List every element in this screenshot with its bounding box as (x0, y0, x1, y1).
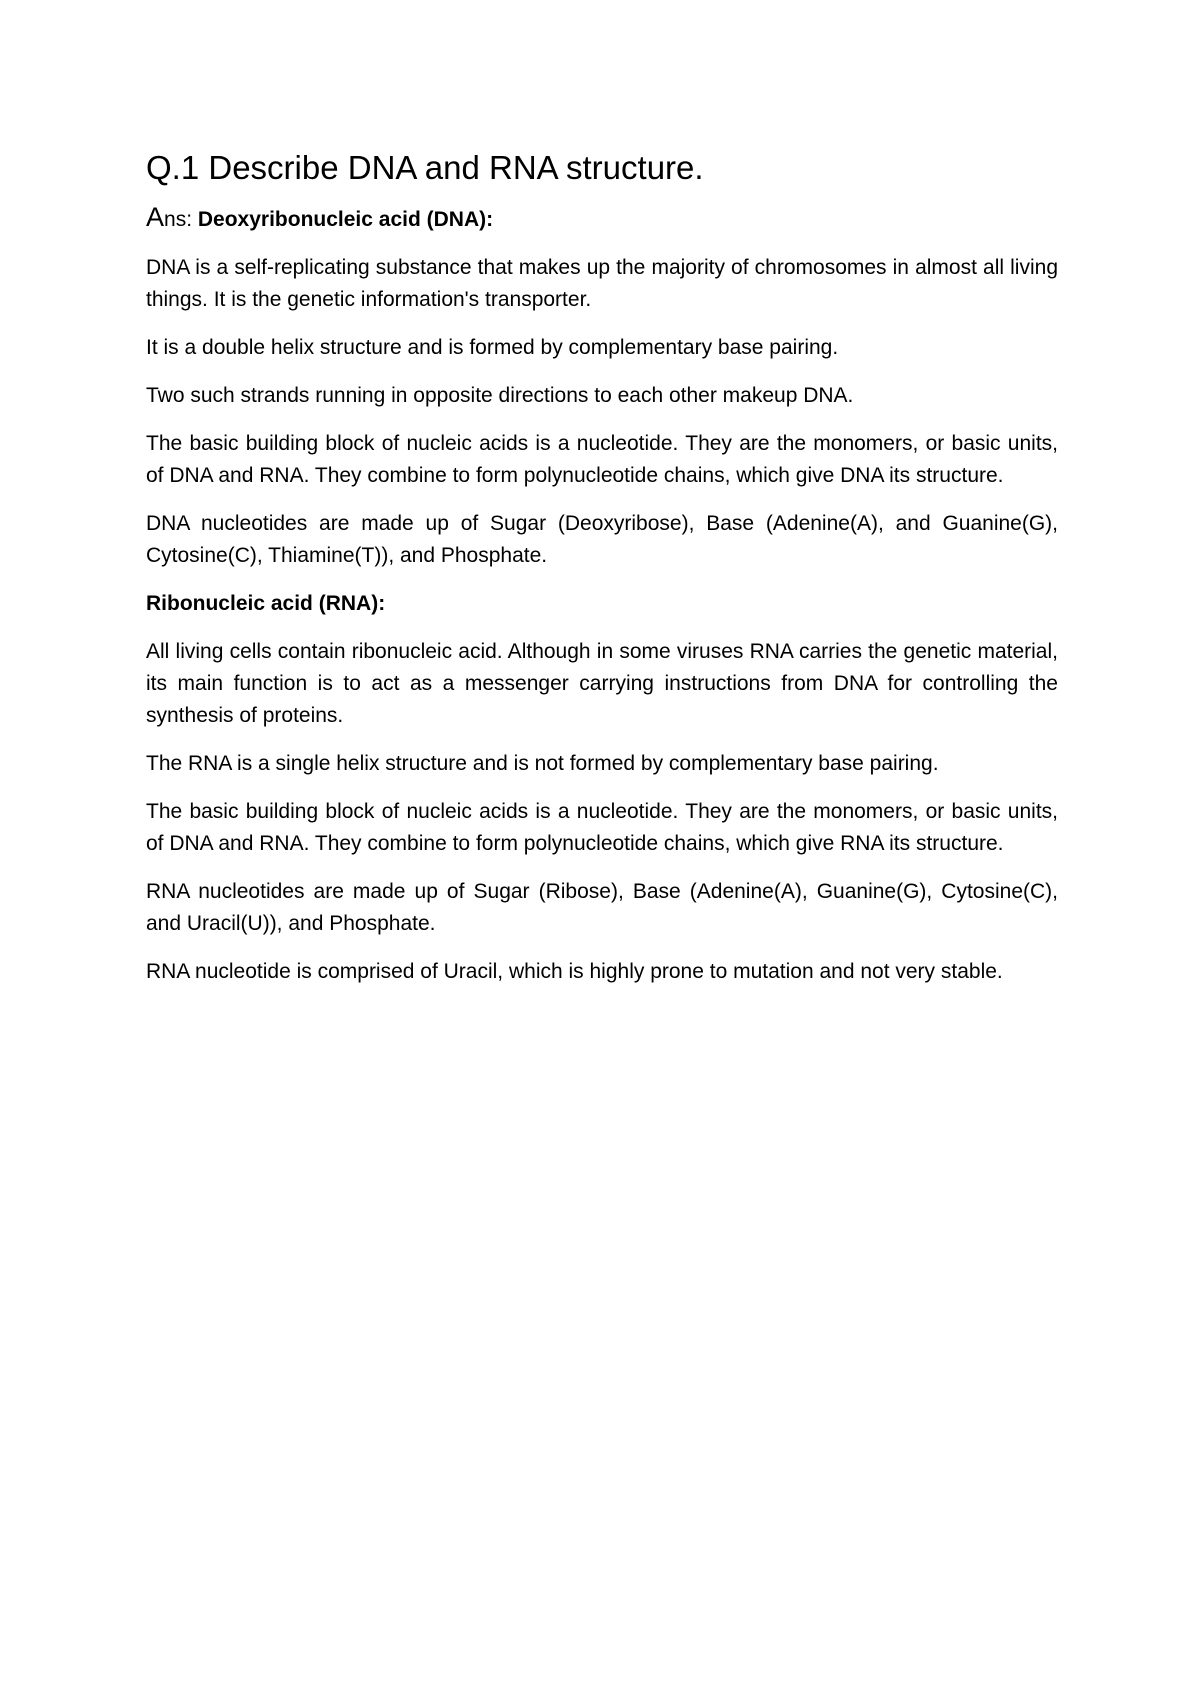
rna-paragraph-1: All living cells contain ribonucleic acid. Although in some viruses RNA carries the genetic material, its main function is to act as a messenger carrying instructions from DNA for controlling the synthesis of proteins. (146, 640, 1058, 727)
dna-paragraph-1: DNA is a self-replicating substance that makes up the majority of chromosomes in almost all living things. It is the genetic information's transporter. (146, 256, 1058, 311)
rna-heading: Ribonucleic acid (RNA): (146, 592, 386, 615)
document-page (146, 143, 1058, 1004)
rna-paragraph-2: The RNA is a single helix structure and is not formed by complementary base pairing. (146, 752, 939, 775)
rna-paragraph-5: RNA nucleotide is comprised of Uracil, which is highly prone to mutation and not very stable. (146, 960, 1003, 983)
dna-heading: Deoxyribonucleic acid (DNA): (197, 208, 494, 231)
question-title: Q.1 Describe DNA and RNA structure. (146, 149, 704, 186)
answer-prefix-rest: ns: (164, 208, 198, 231)
dna-paragraph-5: DNA nucleotides are made up of Sugar (Deoxyribose), Base (Adenine(A), and Guanine(G), Cytosine(C), Thiamine(T)), and Phosphate. (146, 512, 1058, 567)
answer-intro (146, 201, 1058, 236)
dna-paragraph-4: The basic building block of nucleic acids is a nucleotide. They are the monomers, or basic units, of DNA and RNA. They combine to form polynucleotide chains, which give DNA its structure. (146, 432, 1058, 487)
answer-prefix-letter: A (146, 202, 165, 232)
rna-paragraph-4: RNA nucleotides are made up of Sugar (Ribose), Base (Adenine(A), Guanine(G), Cytosine(C), and Uracil(U)), and Phosphate. (146, 880, 1058, 935)
rna-paragraph-3: The basic building block of nucleic acids is a nucleotide. They are the monomers, or basic units, of DNA and RNA. They combine to form polynucleotide chains, which give RNA its structure. (146, 800, 1058, 855)
dna-paragraph-2: It is a double helix structure and is formed by complementary base pairing. (146, 336, 839, 359)
dna-paragraph-3: Two such strands running in opposite directions to each other makeup DNA. (146, 384, 854, 407)
